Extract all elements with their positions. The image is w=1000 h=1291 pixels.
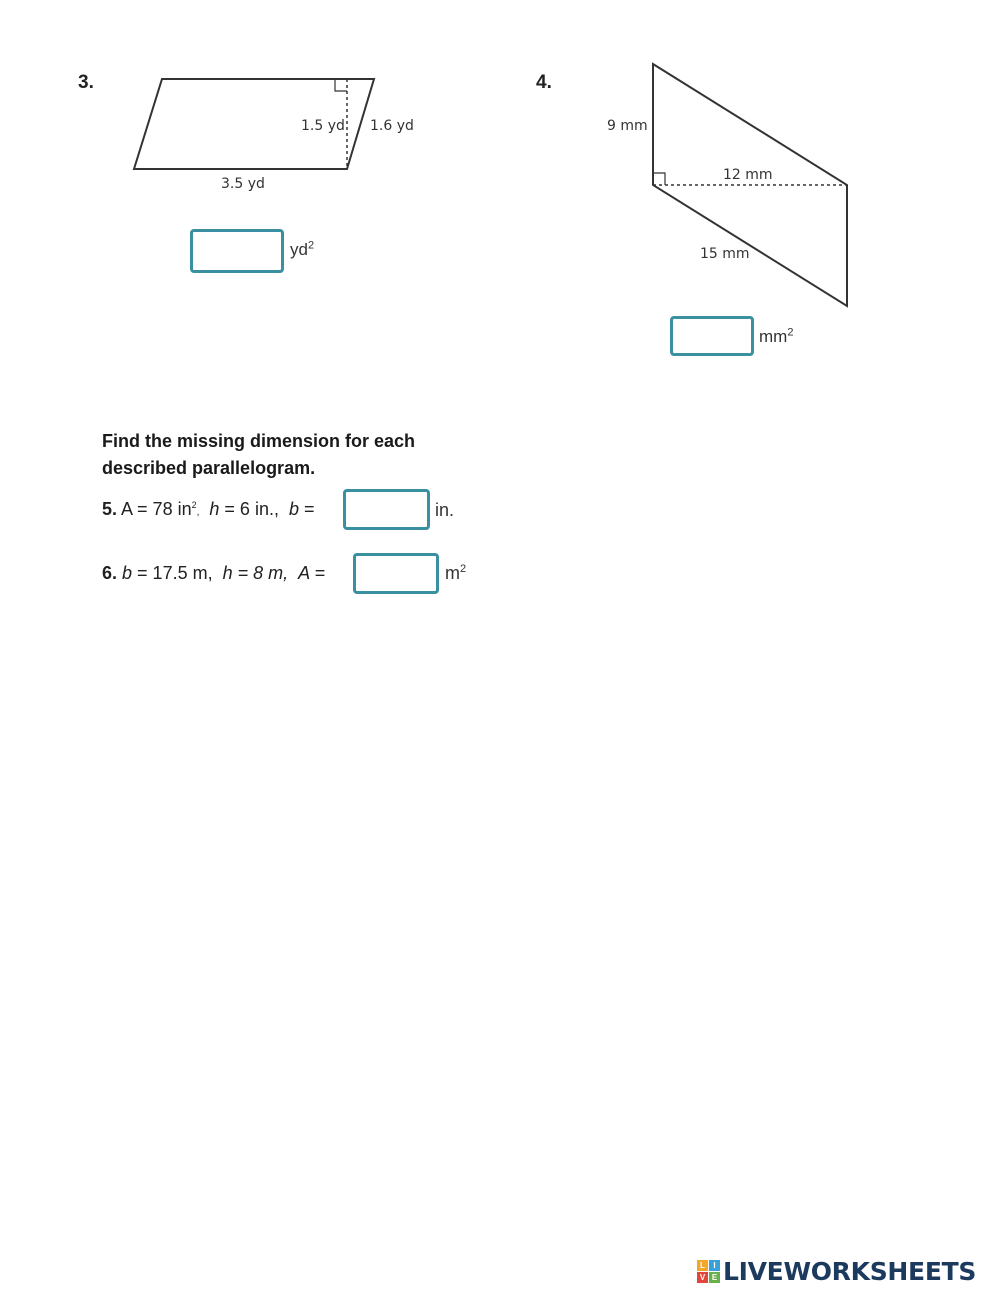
section-heading: Find the missing dimension for each described parallelogram.: [102, 431, 416, 478]
logo-mark-letter: I: [709, 1260, 720, 1271]
base-variable: b: [288, 499, 299, 519]
parallelogram-figure-3: [120, 66, 440, 196]
unit-exponent: 2: [787, 326, 794, 339]
problem-5-statement: [102, 499, 315, 520]
unit-text: yd: [290, 240, 308, 259]
base-variable: b: [122, 563, 133, 583]
area-exponent: 2: [191, 500, 197, 510]
logo-mark-icon: [697, 1260, 720, 1283]
parallelogram-figure-4: [600, 55, 870, 315]
logo-mark-letter: E: [709, 1272, 720, 1283]
answer-input-5[interactable]: [343, 489, 430, 530]
unit-exponent: 2: [460, 563, 467, 575]
logo-mark-letter: L: [697, 1260, 708, 1271]
base-equals: =: [299, 499, 315, 519]
side-label: 1.6 yd: [370, 118, 414, 134]
height-given: = 6 in.,: [219, 499, 279, 519]
area-given: A = 78 in: [121, 499, 192, 519]
problem-6-statement: [102, 563, 325, 584]
question-number-5: 5.: [102, 499, 118, 519]
height-variable: h: [209, 499, 220, 519]
answer-input-6[interactable]: [353, 553, 439, 594]
right-angle-marker: [653, 173, 665, 185]
unit-label-5: in.: [435, 500, 455, 520]
base-given: = 17.5 m,: [132, 563, 213, 583]
height-label: 1.5 yd: [301, 118, 345, 134]
answer-input-3[interactable]: [190, 229, 284, 273]
height-label: 12 mm: [723, 167, 773, 183]
side-label: 9 mm: [607, 118, 648, 134]
question-number-3: 3.: [78, 72, 94, 93]
base-label: 15 mm: [700, 246, 750, 262]
question-number-4: 4.: [536, 72, 552, 93]
base-label: 3.5 yd: [221, 176, 265, 192]
right-angle-marker: [335, 79, 347, 91]
separator: ,: [196, 507, 200, 518]
area-equals: A =: [298, 563, 326, 583]
liveworksheets-logo: [697, 1255, 976, 1287]
answer-input-4[interactable]: [670, 316, 754, 356]
logo-mark-letter: V: [697, 1272, 708, 1283]
brand-name: LIVEWORKSHEETS: [723, 1256, 977, 1286]
unit-label-4: [759, 327, 793, 347]
unit-label-6: [445, 563, 466, 584]
unit-label-3: [290, 240, 314, 260]
unit-exponent: 2: [307, 239, 315, 252]
question-number-6: 6.: [102, 563, 118, 583]
unit-text: m: [445, 563, 460, 583]
height-given: h = 8 m,: [222, 563, 289, 583]
unit-text: mm: [759, 327, 788, 346]
